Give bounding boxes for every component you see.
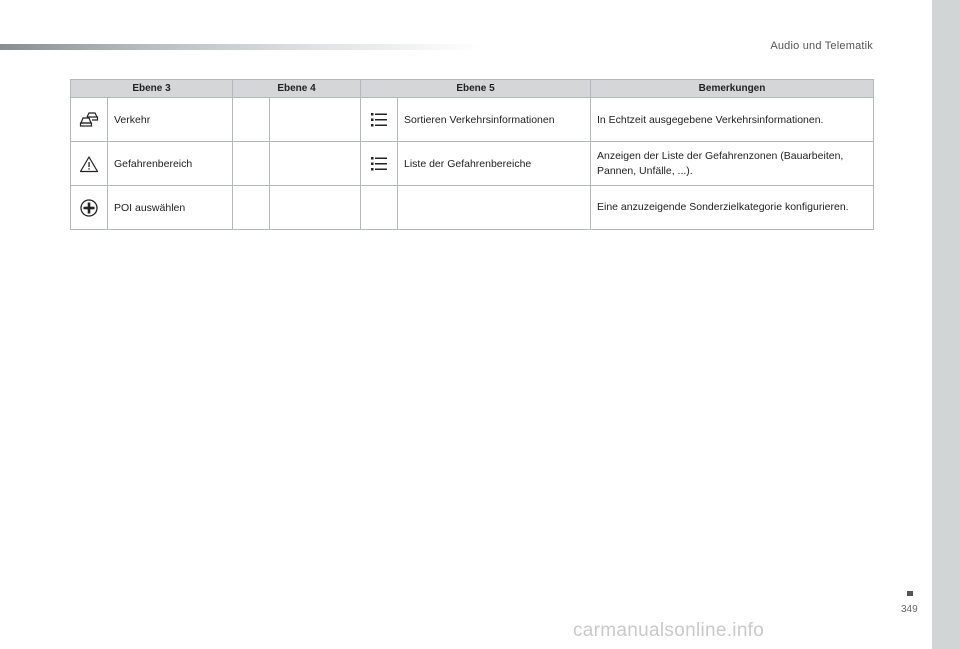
side-band xyxy=(932,0,960,649)
car-traffic-icon xyxy=(77,111,101,129)
level3-label: Gefahrenbereich xyxy=(108,142,233,186)
level3-icon-cell xyxy=(71,142,108,186)
table-row xyxy=(71,142,874,186)
level5-icon-cell xyxy=(361,186,398,230)
list-icon xyxy=(367,156,391,172)
page-marker xyxy=(907,591,913,596)
remark: Anzeigen der Liste der Gefahrenzonen (Bauarbeiten, Pannen, Unfälle, ...). xyxy=(591,142,874,186)
level5-icon-cell xyxy=(361,142,398,186)
remark: Eine anzuzeigende Sonderzielkategorie konfigurieren. xyxy=(591,186,874,230)
remark: In Echtzeit ausgegebene Verkehrsinformationen. xyxy=(591,98,874,142)
level3-icon-cell xyxy=(71,186,108,230)
level4-label xyxy=(270,98,361,142)
level5-icon-cell xyxy=(361,98,398,142)
level4-icon-cell xyxy=(233,142,270,186)
column-header-level3: Ebene 3 xyxy=(71,80,233,98)
watermark: carmanualsonline.info xyxy=(573,620,765,641)
warning-triangle-icon xyxy=(77,155,101,173)
menu-table xyxy=(70,79,874,230)
level3-label: POI auswählen xyxy=(108,186,233,230)
level5-label: Liste der Gefahrenbereiche xyxy=(398,142,591,186)
page-number: 349 xyxy=(901,604,918,615)
header-gradient-bar xyxy=(0,44,480,50)
column-header-level4: Ebene 4 xyxy=(233,80,361,98)
level4-icon-cell xyxy=(233,186,270,230)
section-title: Audio und Telematik xyxy=(770,40,873,52)
level3-icon-cell xyxy=(71,98,108,142)
column-header-remarks: Bemerkungen xyxy=(591,80,874,98)
level3-label: Verkehr xyxy=(108,98,233,142)
level4-label xyxy=(270,142,361,186)
column-header-level5: Ebene 5 xyxy=(361,80,591,98)
table-header-row xyxy=(71,80,874,98)
table-row xyxy=(71,186,874,230)
level5-label xyxy=(398,186,591,230)
list-icon xyxy=(367,112,391,128)
level4-icon-cell xyxy=(233,98,270,142)
poi-plus-icon xyxy=(77,198,101,218)
table-row xyxy=(71,98,874,142)
level4-label xyxy=(270,186,361,230)
level5-label: Sortieren Verkehrsinformationen xyxy=(398,98,591,142)
